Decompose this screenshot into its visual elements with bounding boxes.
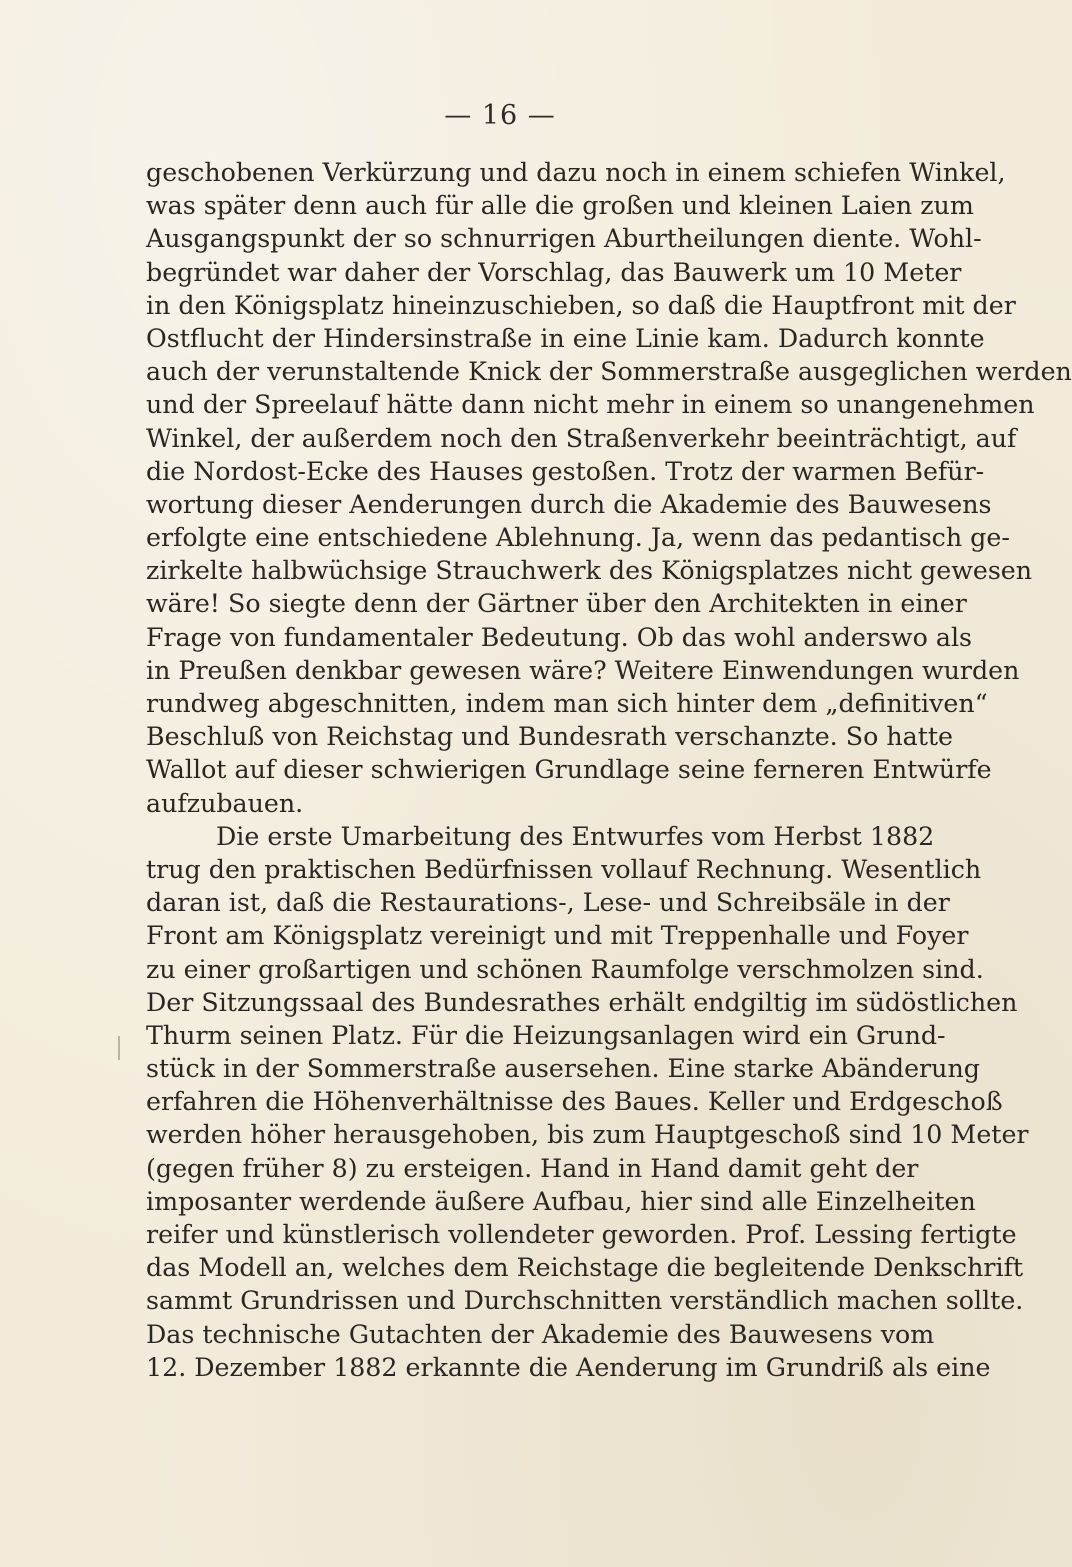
text-line: begründet war daher der Vorschlag, das Bauwerk um 10 Meter [146,257,962,287]
text-line: Wallot auf dieser schwierigen Grundlage seine ferneren Entwürfe [146,755,992,785]
text-line: rundweg abgeschnitten, indem man sich hinter dem „definitiven“ [146,689,988,718]
text-line: wäre! So siegte denn der Gärtner über den Architekten in einer [146,589,967,619]
text-line: in den Königsplatz hineinzuschieben, so daß die Hauptfront mit der [146,290,1016,320]
text-line: was später denn auch für alle die großen und kleinen Laien zum [146,191,974,221]
text-line: Winkel, der außerdem noch den Straßenverkehr beeinträchtigt, auf [146,423,1017,453]
body-text [146,156,1072,1384]
text-line: auch der verunstaltende Knick der Sommerstraße ausgeglichen werden [146,357,1072,387]
text-line: werden höher herausgehoben, bis zum Hauptgeschoß sind 10 Meter [146,1120,1029,1150]
text-line: Der Sitzungssaal des Bundesrathes erhält endgiltig im südöstlichen [146,987,1018,1017]
page-number: — 16 — [444,100,556,131]
text-line: Thurm seinen Platz. Für die Heizungsanlagen wird ein Grund- [146,1020,946,1050]
text-line: stück in der Sommerstraße ausersehen. Eine starke Abänderung [146,1054,980,1084]
text-line: imposanter werdende äußere Aufbau, hier sind alle Einzelheiten [146,1186,976,1216]
text-line: zirkelte halbwüchsige Strauchwerk des Königsplatzes nicht gewesen [146,556,1033,586]
text-line: reifer und künstlerisch vollendeter geworden. Prof. Lessing fertigte [146,1220,1017,1249]
text-line: trug den praktischen Bedürfnissen vollauf Rechnung. Wesentlich [146,854,982,884]
paragraph-2 [146,820,1029,1384]
text-line: (gegen früher 8) zu ersteigen. Hand in Hand damit geht der [146,1153,919,1183]
text-line: 12. Dezember 1882 erkannte die Aenderung im Grundriß als eine [146,1352,991,1382]
text-line: das Modell an, welches dem Reichstage die begleitende Denkschrift [146,1253,1024,1283]
text-line: sammt Grundrissen und Durchschnitten verständlich machen sollte. [146,1286,1024,1316]
text-line: daran ist, daß die Restaurations-, Lese- und Schreibsäle in der [146,888,950,918]
text-line: Ostflucht der Hindersinstraße in eine Linie kam. Dadurch konnte [146,323,985,353]
text-line: und der Spreelauf hätte dann nicht mehr in einem so unangenehmen [146,390,1035,420]
text-line: Die erste Umarbeitung des Entwurfes vom Herbst 1882 [216,821,935,851]
text-line: zu einer großartigen und schönen Raumfolge verschmolzen sind. [146,954,984,984]
text-line: Ausgangspunkt der so schnurrigen Aburtheilungen diente. Wohl- [146,224,982,254]
paragraph-1 [146,156,1072,820]
text-line: aufzubauen. [146,788,304,818]
text-line: Beschluß von Reichstag und Bundesrath verschanzte. So hatte [146,722,954,752]
text-line: Frage von fundamentaler Bedeutung. Ob das wohl anderswo als [146,622,973,652]
margin-mark [118,1036,120,1060]
text-line: wortung dieser Aenderungen durch die Akademie des Bauwesens [146,489,992,519]
text-line: Front am Königsplatz vereinigt und mit Treppenhalle und Foyer [146,921,969,951]
text-line: in Preußen denkbar gewesen wäre? Weitere Einwendungen wurden [146,655,1020,685]
text-line: die Nordost-Ecke des Hauses gestoßen. Trotz der warmen Befür- [146,456,985,486]
text-line: erfolgte eine entschiedene Ablehnung. Ja, wenn das pedantisch ge- [146,523,1010,553]
text-line: geschobenen Verkürzung und dazu noch in einem schiefen Winkel, [146,158,1006,187]
text-line: Das technische Gutachten der Akademie des Bauwesens vom [146,1319,935,1349]
text-line: erfahren die Höhenverhältnisse des Baues. Keller und Erdgeschoß [146,1087,1003,1117]
